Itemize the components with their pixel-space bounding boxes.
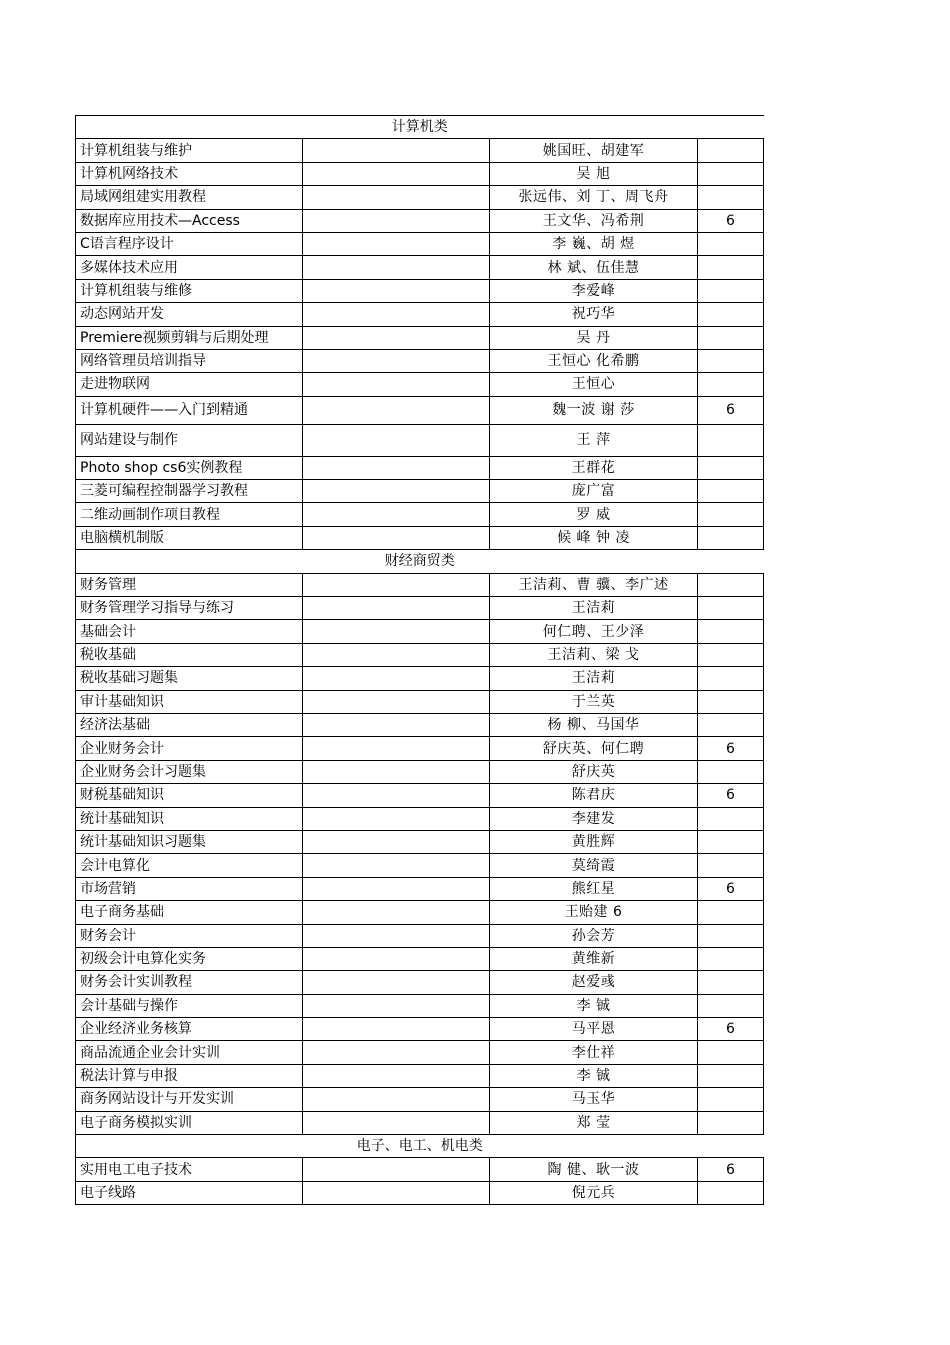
author-cell: 王洁莉 — [490, 597, 698, 620]
quantity-cell — [698, 1041, 764, 1064]
quantity-cell — [698, 713, 764, 736]
table-row — [76, 830, 764, 853]
book-title-cell: 市场营销 — [76, 877, 303, 900]
quantity-cell — [698, 256, 764, 279]
book-title-cell: Premiere视频剪辑与后期处理 — [76, 326, 303, 349]
book-title-cell: 基础会计 — [76, 620, 303, 643]
table-row — [76, 807, 764, 830]
book-title-cell: 财务会计 — [76, 924, 303, 947]
author-cell: 倪元兵 — [490, 1181, 698, 1204]
quantity-cell — [698, 807, 764, 830]
empty-cell — [303, 877, 490, 900]
author-cell: 王洁莉、梁 戈 — [490, 643, 698, 666]
table-row — [76, 209, 764, 232]
author-cell: 杨 柳、马国华 — [490, 713, 698, 736]
table-row — [76, 573, 764, 596]
quantity-cell — [698, 1111, 764, 1134]
quantity-cell — [698, 573, 764, 596]
empty-cell — [303, 424, 490, 456]
table-row — [76, 373, 764, 396]
author-cell: 黄维新 — [490, 947, 698, 970]
author-cell: 王贻建 6 — [490, 901, 698, 924]
quantity-cell — [698, 854, 764, 877]
empty-cell — [303, 139, 490, 162]
table-row — [76, 1041, 764, 1064]
empty-cell — [303, 667, 490, 690]
empty-cell — [303, 279, 490, 302]
quantity-cell — [698, 760, 764, 783]
quantity-cell — [698, 480, 764, 503]
quantity-cell — [698, 186, 764, 209]
table-row — [76, 232, 764, 255]
quantity-cell — [698, 597, 764, 620]
table-row — [76, 924, 764, 947]
table-row — [76, 480, 764, 503]
empty-cell — [303, 1018, 490, 1041]
author-cell: 黄胜辉 — [490, 830, 698, 853]
empty-cell — [303, 162, 490, 185]
book-title-cell: C语言程序设计 — [76, 232, 303, 255]
empty-cell — [303, 480, 490, 503]
author-cell: 熊红星 — [490, 877, 698, 900]
empty-cell — [303, 1158, 490, 1181]
table-row — [76, 162, 764, 185]
empty-cell — [303, 597, 490, 620]
quantity-cell — [698, 830, 764, 853]
empty-cell — [303, 396, 490, 424]
quantity-cell — [698, 526, 764, 549]
book-title-cell: 财税基础知识 — [76, 784, 303, 807]
book-title-cell: 初级会计电算化实务 — [76, 947, 303, 970]
table-row — [76, 1018, 764, 1041]
empty-cell — [303, 901, 490, 924]
book-title-cell: 企业财务会计习题集 — [76, 760, 303, 783]
author-cell: 于兰英 — [490, 690, 698, 713]
author-cell: 王恒心 — [490, 373, 698, 396]
empty-cell — [303, 971, 490, 994]
author-cell: 吴 旭 — [490, 162, 698, 185]
quantity-cell: 6 — [698, 396, 764, 424]
empty-cell — [303, 303, 490, 326]
author-cell: 李 巍、胡 煜 — [490, 232, 698, 255]
book-title-cell: 企业财务会计 — [76, 737, 303, 760]
author-cell: 姚国旺、胡建军 — [490, 139, 698, 162]
table-row — [76, 643, 764, 666]
table-row — [76, 690, 764, 713]
table-row — [76, 526, 764, 549]
book-title-cell: 会计电算化 — [76, 854, 303, 877]
empty-cell — [303, 209, 490, 232]
table-row — [76, 139, 764, 162]
section-header-row — [76, 550, 764, 573]
table-row — [76, 1158, 764, 1181]
empty-cell — [303, 1088, 490, 1111]
table-row — [76, 279, 764, 302]
empty-cell — [303, 1064, 490, 1087]
table-row — [76, 326, 764, 349]
author-cell: 王 萍 — [490, 424, 698, 456]
table-row — [76, 303, 764, 326]
book-title-cell: 商务网站设计与开发实训 — [76, 1088, 303, 1111]
empty-cell — [303, 456, 490, 479]
quantity-cell — [698, 373, 764, 396]
author-cell: 王洁莉 — [490, 667, 698, 690]
author-cell: 李 铖 — [490, 1064, 698, 1087]
author-cell: 马玉华 — [490, 1088, 698, 1111]
table-row — [76, 349, 764, 372]
book-title-cell: 局域网组建实用教程 — [76, 186, 303, 209]
empty-cell — [303, 784, 490, 807]
book-title-cell: 网站建设与制作 — [76, 424, 303, 456]
table-row — [76, 620, 764, 643]
author-cell: 何仁聘、王少泽 — [490, 620, 698, 643]
author-cell: 庞广富 — [490, 480, 698, 503]
table-row — [76, 737, 764, 760]
book-title-cell: 动态网站开发 — [76, 303, 303, 326]
author-cell: 王文华、冯希荆 — [490, 209, 698, 232]
book-title-cell: 多媒体技术应用 — [76, 256, 303, 279]
empty-cell — [303, 573, 490, 596]
table-row — [76, 597, 764, 620]
table-row — [76, 901, 764, 924]
author-cell: 候 峰 钟 凌 — [490, 526, 698, 549]
empty-cell — [303, 643, 490, 666]
quantity-cell: 6 — [698, 737, 764, 760]
empty-cell — [303, 526, 490, 549]
book-title-cell: 统计基础知识 — [76, 807, 303, 830]
author-cell: 魏一波 谢 莎 — [490, 396, 698, 424]
table-row — [76, 1088, 764, 1111]
section-header-row — [76, 1135, 764, 1158]
book-title-cell: 电子线路 — [76, 1181, 303, 1204]
book-title-cell: 财务会计实训教程 — [76, 971, 303, 994]
quantity-cell — [698, 690, 764, 713]
quantity-cell — [698, 162, 764, 185]
author-cell: 王洁莉、曹 骥、李广述 — [490, 573, 698, 596]
empty-cell — [303, 326, 490, 349]
book-title-cell: 财务管理 — [76, 573, 303, 596]
book-title-cell: 电脑横机制版 — [76, 526, 303, 549]
book-title-cell: 经济法基础 — [76, 713, 303, 736]
empty-cell — [303, 947, 490, 970]
book-title-cell: 计算机组装与维修 — [76, 279, 303, 302]
quantity-cell — [698, 620, 764, 643]
author-cell: 祝巧华 — [490, 303, 698, 326]
author-cell: 孙会芳 — [490, 924, 698, 947]
quantity-cell — [698, 901, 764, 924]
quantity-cell — [698, 232, 764, 255]
quantity-cell: 6 — [698, 1018, 764, 1041]
quantity-cell — [698, 349, 764, 372]
quantity-cell: 6 — [698, 1158, 764, 1181]
quantity-cell: 6 — [698, 877, 764, 900]
quantity-cell — [698, 947, 764, 970]
table-row — [76, 424, 764, 456]
book-title-cell: 审计基础知识 — [76, 690, 303, 713]
empty-cell — [303, 349, 490, 372]
book-title-cell: 计算机硬件——入门到精通 — [76, 396, 303, 424]
book-title-cell: 商品流通企业会计实训 — [76, 1041, 303, 1064]
book-title-cell: 企业经济业务核算 — [76, 1018, 303, 1041]
empty-cell — [303, 373, 490, 396]
table-row — [76, 971, 764, 994]
empty-cell — [303, 1041, 490, 1064]
book-title-cell: 二维动画制作项目教程 — [76, 503, 303, 526]
author-cell: 陶 健、耿一波 — [490, 1158, 698, 1181]
section-title: 计算机类 — [76, 116, 764, 139]
book-title-cell: 电子商务模拟实训 — [76, 1111, 303, 1134]
table-row — [76, 854, 764, 877]
quantity-cell — [698, 643, 764, 666]
author-cell: 舒庆英 — [490, 760, 698, 783]
book-list-table — [75, 115, 764, 1205]
author-cell: 王恒心 化希鹏 — [490, 349, 698, 372]
quantity-cell — [698, 503, 764, 526]
author-cell: 林 斌、伍佳慧 — [490, 256, 698, 279]
table-row — [76, 1181, 764, 1204]
author-cell: 李爱峰 — [490, 279, 698, 302]
section-header-row — [76, 116, 764, 139]
book-title-cell: 三菱可编程控制器学习教程 — [76, 480, 303, 503]
author-cell: 罗 威 — [490, 503, 698, 526]
quantity-cell — [698, 667, 764, 690]
author-cell: 吴 丹 — [490, 326, 698, 349]
empty-cell — [303, 186, 490, 209]
quantity-cell: 6 — [698, 784, 764, 807]
author-cell: 赵爱彧 — [490, 971, 698, 994]
book-title-cell: 数据库应用技术—Access — [76, 209, 303, 232]
empty-cell — [303, 713, 490, 736]
author-cell: 舒庆英、何仁聘 — [490, 737, 698, 760]
table-row — [76, 1111, 764, 1134]
author-cell: 张远伟、刘 丁、周飞舟 — [490, 186, 698, 209]
quantity-cell — [698, 1064, 764, 1087]
empty-cell — [303, 503, 490, 526]
empty-cell — [303, 1111, 490, 1134]
book-title-cell: 网络管理员培训指导 — [76, 349, 303, 372]
table-row — [76, 256, 764, 279]
quantity-cell: 6 — [698, 209, 764, 232]
quantity-cell — [698, 139, 764, 162]
table-row — [76, 396, 764, 424]
empty-cell — [303, 807, 490, 830]
quantity-cell — [698, 1088, 764, 1111]
section-title: 财经商贸类 — [76, 550, 764, 573]
empty-cell — [303, 1181, 490, 1204]
empty-cell — [303, 830, 490, 853]
empty-cell — [303, 737, 490, 760]
table-row — [76, 784, 764, 807]
book-title-cell: 计算机网络技术 — [76, 162, 303, 185]
empty-cell — [303, 854, 490, 877]
table-row — [76, 503, 764, 526]
book-title-cell: Photo shop cs6实例教程 — [76, 456, 303, 479]
table-row — [76, 186, 764, 209]
empty-cell — [303, 924, 490, 947]
book-title-cell: 统计基础知识习题集 — [76, 830, 303, 853]
quantity-cell — [698, 924, 764, 947]
quantity-cell — [698, 971, 764, 994]
quantity-cell — [698, 424, 764, 456]
quantity-cell — [698, 994, 764, 1017]
book-title-cell: 会计基础与操作 — [76, 994, 303, 1017]
author-cell: 陈君庆 — [490, 784, 698, 807]
author-cell: 李 铖 — [490, 994, 698, 1017]
empty-cell — [303, 760, 490, 783]
book-title-cell: 走进物联网 — [76, 373, 303, 396]
book-title-cell: 税法计算与申报 — [76, 1064, 303, 1087]
table-row — [76, 1064, 764, 1087]
table-row — [76, 877, 764, 900]
quantity-cell — [698, 1181, 764, 1204]
quantity-cell — [698, 456, 764, 479]
empty-cell — [303, 256, 490, 279]
empty-cell — [303, 620, 490, 643]
empty-cell — [303, 994, 490, 1017]
section-title: 电子、电工、机电类 — [76, 1135, 764, 1158]
book-title-cell: 税收基础 — [76, 643, 303, 666]
author-cell: 李建发 — [490, 807, 698, 830]
author-cell: 郑 莹 — [490, 1111, 698, 1134]
table-row — [76, 713, 764, 736]
author-cell: 王群花 — [490, 456, 698, 479]
book-title-cell: 计算机组装与维护 — [76, 139, 303, 162]
empty-cell — [303, 232, 490, 255]
table-row — [76, 456, 764, 479]
table-row — [76, 667, 764, 690]
quantity-cell — [698, 326, 764, 349]
table-row — [76, 994, 764, 1017]
author-cell: 莫绮霞 — [490, 854, 698, 877]
quantity-cell — [698, 279, 764, 302]
book-title-cell: 电子商务基础 — [76, 901, 303, 924]
table-row — [76, 760, 764, 783]
empty-cell — [303, 690, 490, 713]
book-title-cell: 实用电工电子技术 — [76, 1158, 303, 1181]
author-cell: 马平恩 — [490, 1018, 698, 1041]
book-title-cell: 财务管理学习指导与练习 — [76, 597, 303, 620]
table-row — [76, 947, 764, 970]
author-cell: 李仕祥 — [490, 1041, 698, 1064]
quantity-cell — [698, 303, 764, 326]
book-title-cell: 税收基础习题集 — [76, 667, 303, 690]
